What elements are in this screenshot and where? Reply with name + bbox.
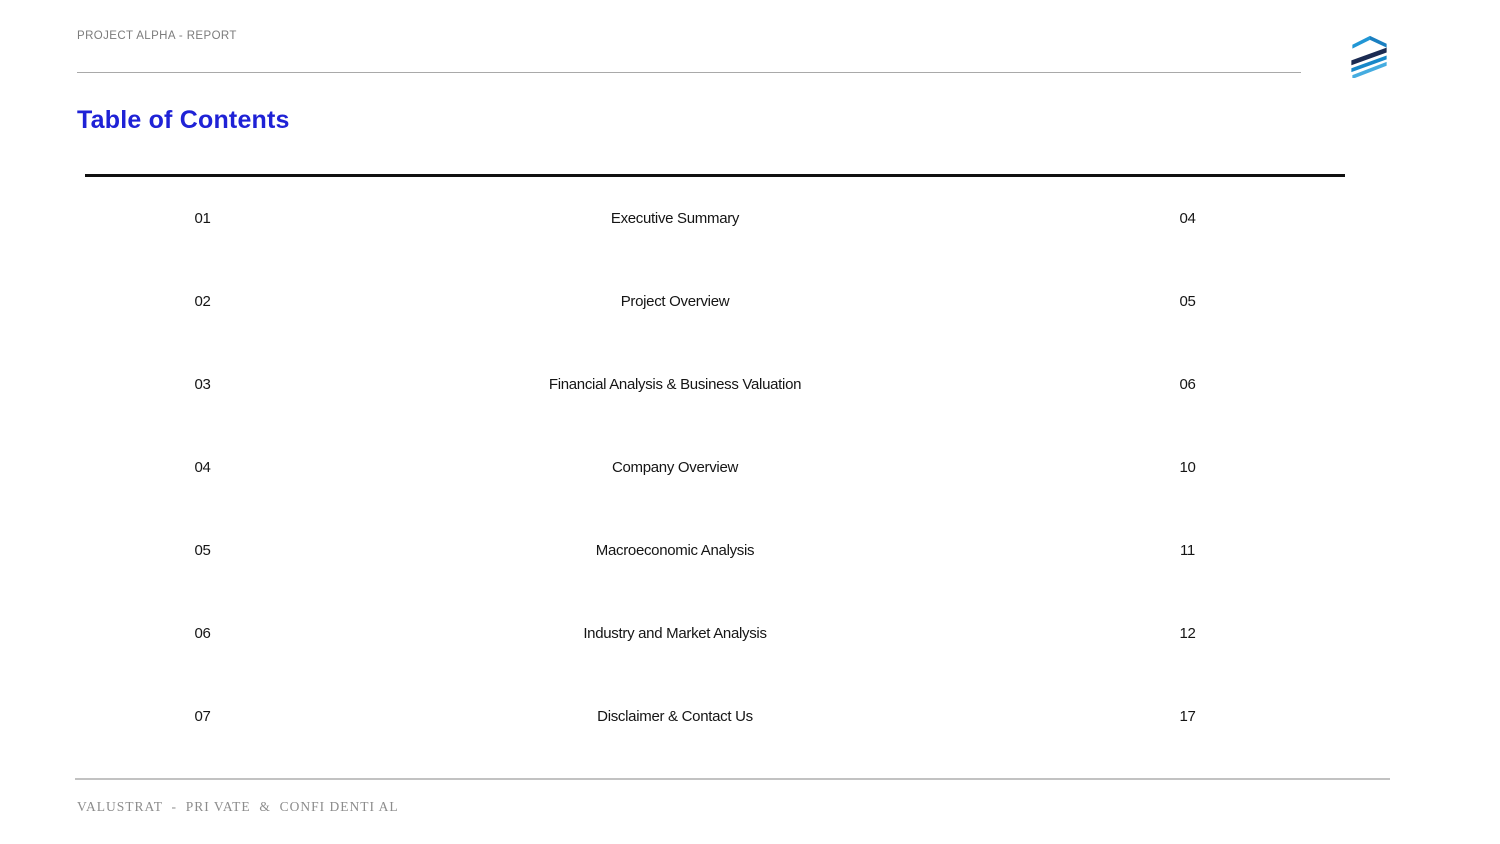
toc-entry-number: 04 <box>194 459 211 476</box>
toc-entry-page: 10 <box>1179 459 1196 476</box>
toc-entry-title: Disclaimer & Contact Us <box>597 708 753 725</box>
toc-row-company-overview[interactable] <box>85 426 1345 509</box>
toc-entry-page: 05 <box>1179 293 1196 310</box>
header-divider-line <box>77 72 1301 73</box>
toc-entry-number: 07 <box>194 708 211 725</box>
toc-row-disclaimer-contact[interactable] <box>85 675 1345 758</box>
page-title: Table of Contents <box>77 106 290 134</box>
toc-row-financial-analysis[interactable] <box>85 343 1345 426</box>
toc-entry-page: 04 <box>1179 210 1196 227</box>
toc-entry-number: 05 <box>194 542 211 559</box>
toc-entry-page: 06 <box>1179 376 1196 393</box>
footer-confidentiality-text: VALUSTRAT - PRI VATE & CONFI DENTI AL <box>77 799 399 814</box>
toc-entry-number: 01 <box>194 210 211 227</box>
footer-divider-line <box>75 778 1390 780</box>
toc-entry-number: 02 <box>194 293 211 310</box>
toc-entry-number: 06 <box>194 625 211 642</box>
toc-row-industry-market-analysis[interactable] <box>85 592 1345 675</box>
toc-entry-page: 12 <box>1179 625 1196 642</box>
toc-entry-number: 03 <box>194 376 211 393</box>
document-header-title: PROJECT ALPHA - REPORT <box>77 30 237 42</box>
valustrat-logo-icon <box>1348 32 1390 78</box>
toc-entry-page: 11 <box>1180 542 1195 559</box>
toc-entry-title: Industry and Market Analysis <box>583 625 767 642</box>
toc-row-project-overview[interactable] <box>85 260 1345 343</box>
toc-entry-page: 17 <box>1179 708 1196 725</box>
logo-stripe-fold-arm <box>1370 36 1387 48</box>
toc-entry-title: Financial Analysis & Business Valuation <box>548 376 802 393</box>
toc-entry-title: Project Overview <box>620 293 730 310</box>
toc-entry-title: Executive Summary <box>610 210 740 227</box>
logo-stripe-top-left <box>1352 36 1370 49</box>
toc-entry-title: Macroeconomic Analysis <box>595 542 755 559</box>
toc-row-macroeconomic-analysis[interactable] <box>85 509 1345 592</box>
toc-entry-title: Company Overview <box>611 459 739 476</box>
table-of-contents <box>85 177 1345 758</box>
toc-row-executive-summary[interactable] <box>85 177 1345 260</box>
